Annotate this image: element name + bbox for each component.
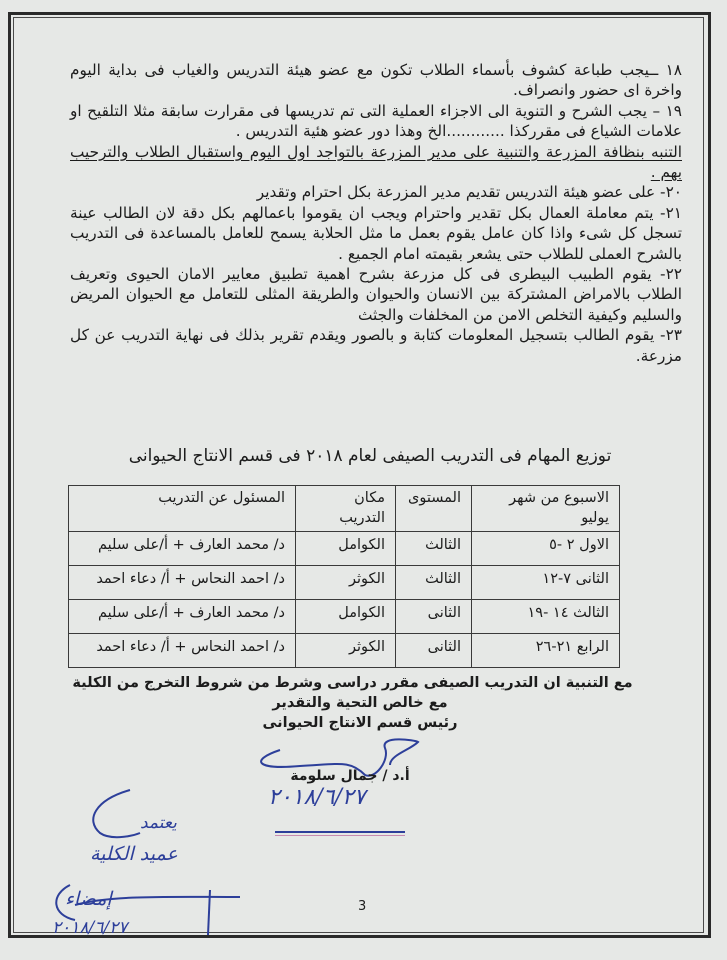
farm-cleanliness-note: التنبه بنظافة المزرعة والتنبية على مدير المزرعة بالتواجد اول اليوم واستقبال الطلاب والترحيب بهم . — [70, 142, 682, 182]
table-header-row — [69, 486, 620, 532]
item-20: ٢٠- على عضو هيئة التدريس تقديم مدير المزرعة بكل احترام وتقدير — [256, 183, 682, 202]
cell-week: الثالث ١٤ -١٩ — [472, 600, 620, 634]
table-row — [69, 566, 620, 600]
cell-level: الثانى — [396, 634, 472, 668]
item-18: ١٨ ــيجب طباعة كشوف بأسماء الطلاب تكون مع عضو هيئة التدريس والغياب فى بداية اليوم واخرة اى حضور وانصراف. — [70, 61, 682, 100]
item-21: ٢١- يتم معاملة العمال بكل تقدير واحترام ويجب ان يقوموا باعمالهم بكل دقة لان الطالب عينة تسجل كل شىء واذا كان عامل يقوم بعمل ما مثل الحلابة يسمح للعامل بالمساعدة فى التدريب بالشرح العملى للطلاب حتى يشعر بقيمته امام الجميع . — [70, 203, 682, 263]
cell-responsible: د/ محمد العارف + أ/على سليم — [69, 600, 296, 634]
header-week: الاسبوع من شهر يوليو — [472, 486, 620, 532]
signature-date-underline — [275, 831, 405, 833]
item-23: ٢٣- يقوم الطالب بتسجيل المعلومات كتابة و بالصور ويقدم تقرير بذلك فى نهاية التدريب عن كل مزرعة. — [70, 326, 682, 365]
signature-date-underline-pink — [275, 835, 405, 836]
table-row — [69, 634, 620, 668]
cell-place: الكوثر — [296, 566, 396, 600]
cell-level: الثانى — [396, 600, 472, 634]
graduation-requirement-note: مع التنبية ان التدريب الصيفى مقرر دراسى وشرط من شروط التخرج من الكلية — [72, 675, 633, 691]
table-row — [69, 600, 620, 634]
cell-place: الكوامل — [296, 532, 396, 566]
cell-responsible: د/ احمد النحاس + أ/ دعاء احمد — [69, 634, 296, 668]
cell-level: الثالث — [396, 566, 472, 600]
cell-place: الكوثر — [296, 634, 396, 668]
training-schedule-table — [68, 485, 620, 668]
cell-week: الرابع ٢١-٢٦ — [472, 634, 620, 668]
instructions-list — [70, 60, 682, 366]
department-head-title: رئيس قسم الانتاج الحيوانى — [262, 715, 458, 731]
signature-date: ٢٠١٨/٦/٢٧ — [268, 785, 366, 810]
handwritten-signature: إمضاء — [65, 888, 112, 910]
handwritten-approve: يعتمد — [140, 813, 177, 833]
page-number: 3 — [358, 899, 367, 914]
table-row — [69, 532, 620, 566]
cell-responsible: د/ احمد النحاس + أ/ دعاء احمد — [69, 566, 296, 600]
cell-week: الثانى ٧-١٢ — [472, 566, 620, 600]
table-title: توزيع المهام فى التدريب الصيفى لعام ٢٠١٨ فى قسم الانتاج الحيوانى — [128, 446, 612, 466]
cell-responsible: د/ محمد العارف + أ/على سليم — [69, 532, 296, 566]
header-place: مكان التدريب — [296, 486, 396, 532]
left-bracket-scribble — [85, 785, 145, 845]
header-level: المستوى — [396, 486, 472, 532]
cell-place: الكوامل — [296, 600, 396, 634]
item-22: ٢٢- يقوم الطبيب البيطرى فى كل مزرعة بشرح اهمية تطبيق معايير الامان الحيوى وتعريف الطلاب بالامراض المشتركة بين الانسان والحيوان والطريقة المثلى للتعامل مع الحيوان المريض والسليم وكيفية التخلص الامن من المخلفات والجثث — [70, 265, 682, 324]
handwritten-dean: عميد الكلية — [90, 843, 178, 865]
cell-level: الثالث — [396, 532, 472, 566]
cell-week: الاول ٢ -٥ — [472, 532, 620, 566]
signer-name: أ.د / جمال سلومة — [290, 768, 410, 784]
header-responsible: المسئول عن التدريب — [69, 486, 296, 532]
handwritten-dean-date: ٢٠١٨/٦/٢٧ — [52, 918, 128, 938]
regards-line: مع خالص التحية والتقدير — [272, 695, 448, 711]
item-19: ١٩ – يجب الشرح و التنوية الى الاجزاء العملية التى تم تدريسها فى مقرارت سابقة مثلا التلقيح او علامات الشياع فى مقرركذا ............الخ وهذا دور عضو هئية التدريس . — [70, 101, 682, 141]
